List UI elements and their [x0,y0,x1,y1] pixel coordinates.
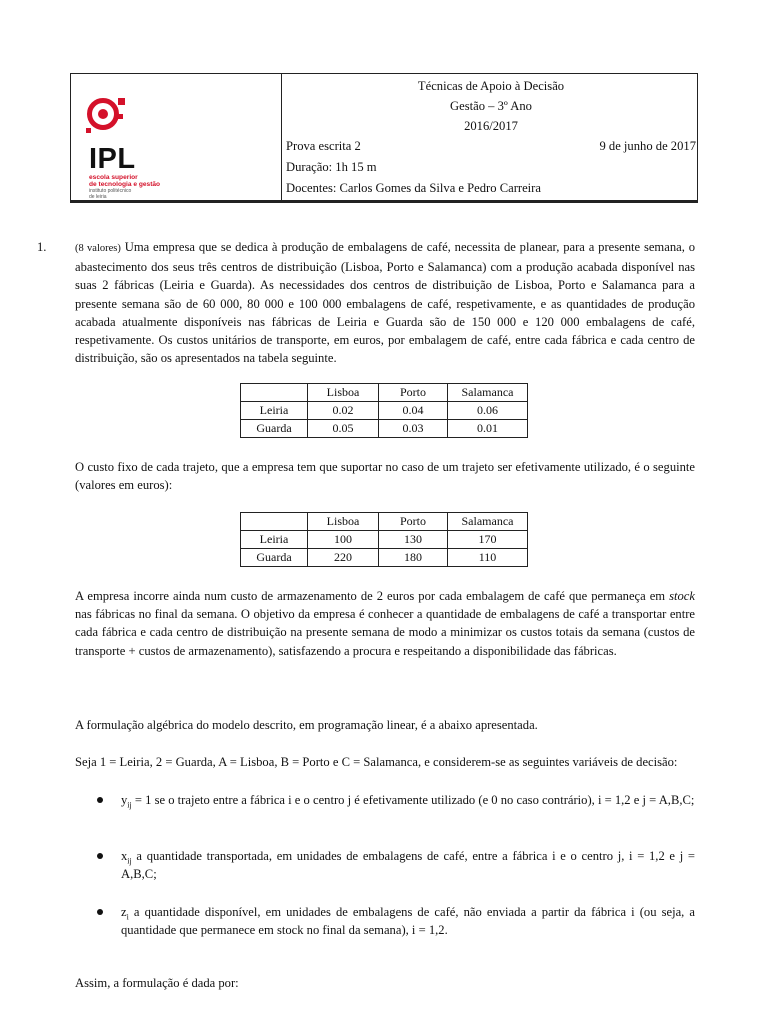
exam-duration: Duração: 1h 15 m [286,160,377,174]
table-cell: 0.05 [308,420,379,438]
formulation-closing: Assim, a formulação é dada por: [75,976,239,990]
stock-term: stock [669,589,695,603]
table-row-label: Leiria [241,402,308,420]
exam-header [70,73,698,201]
table-cell: 0.02 [308,402,379,420]
table-header-cell: Porto [379,513,448,531]
fixed-cost-text: O custo fixo de cada trajeto, que a empresa tem que suportar no caso de um trajeto ser efetivamente utilizado, é o seguinte (valores em euros): [75,460,695,493]
ipl-logo-icon [87,98,119,130]
logo-dot-icon [118,114,123,119]
table-header-cell: Lisboa [308,513,379,531]
table-cell: 0.06 [448,402,528,420]
question-intro-text: Uma empresa que se dedica à produção de embalagens de café, necessita de planear, para a presente semana, o abastecimento dos seus três centros de distribuição (Lisboa, Porto e Salamanca) com a produção acabada disponível nas suas 2 fábricas (Leiria e Guarda). As necessidades dos centros de distribuição de Lisboa, Porto e Salamanca para a presente semana são de 60 000, 80 000 e 100 000 embalagens de café, respetivamente, e as quantidades de produção acabada atualmente disponíveis nas fábricas de Leiria e Guarda são de 150 000 e 120 000 embalagens de café, respetivamente. Os custos unitários de transporte, em euros, por embalagem de café, entre cada fábrica e cada centro de distribuição, são os apresentados na tabela seguinte. [75,240,695,366]
variables-intro: Seja 1 = Leiria, 2 = Guarda, A = Lisboa, B = Porto e C = Salamanca, e considerem-se as seguintes variáveis de decisão: [75,755,678,769]
question-points: (8 valores) [75,243,121,254]
storage-text: A empresa incorre ainda num custo de armazenamento de 2 euros por cada embalagem de café que permaneça em stock nas fábricas no final da semana. O objetivo da empresa é conhecer a quantidade de embalagens de café a transportar entre cada fábrica e cada centro de distribuição na presente semana de modo a minimizar os custos totais da semana (custos de transporte + custos de armazenamento), satisfazendo a procura e respeitando a disponibilidade das fábricas. [75,589,695,658]
academic-year: 2016/2017 [464,119,518,133]
fixed-cost-table [240,512,528,567]
table-cell: 220 [308,549,379,567]
table-row-label: Guarda [241,549,308,567]
table-row-label: Guarda [241,420,308,438]
table-header-cell: Porto [379,384,448,402]
formulation-intro: A formulação algébrica do modelo descrito, em programação linear, é a abaixo apresentada. [75,718,538,732]
logo-cell [71,74,282,200]
teachers: Docentes: Carlos Gomes da Silva e Pedro Carreira [286,181,541,195]
table-cell: 0.01 [448,420,528,438]
logo-subtitle: escola superior de tecnologia e gestão [89,174,161,188]
degree-label: Gestão – 3º Ano [450,99,532,113]
course-title: Técnicas de Apoio à Decisão [417,79,565,93]
bullet-icon [97,797,103,803]
exam-name: Prova escrita 2 [286,139,361,153]
header-info [286,76,696,199]
table-cell: 110 [448,549,528,567]
logo-dot-icon [118,98,125,105]
table-row [241,420,528,438]
table-cell: 0.04 [379,402,448,420]
table-cell: 170 [448,531,528,549]
question-number: 1. [37,240,47,254]
table-header-row [241,513,528,531]
logo-dot-icon [86,128,91,133]
table-cell: 0.03 [379,420,448,438]
table-row-label: Leiria [241,531,308,549]
table-cell: 180 [379,549,448,567]
table-header-cell: Salamanca [448,513,528,531]
unit-cost-table [240,383,528,438]
table-row [241,531,528,549]
exam-date: 9 de junho de 2017 [599,139,696,153]
list-item: $z_i$ a quantidade disponível, em unidades de embalagens de café, não enviada a partir da fábrica i (ou seja, a quantidade que permanece em stock no final da semana), i = 1,2. [121,905,695,938]
bullet-icon [97,853,103,859]
question-intro [75,238,695,367]
logo-subtitle-small: instituto politécnico de leiria [89,188,132,200]
table-cell: 130 [379,531,448,549]
exam-row [286,136,696,157]
table-cell: 100 [308,531,379,549]
table-header-cell: Salamanca [448,384,528,402]
bullet-icon [97,909,103,915]
logo-text: IPL [89,143,136,175]
table-row [241,549,528,567]
list-item: $y_{ij} = 1$ se o trajeto entre a fábrica i e o centro j é efetivamente utilizado (e 0 no caso contrário), i = 1,2 e j = A,B,C; [121,793,695,810]
table-header-cell [241,384,308,402]
list-item: $x_{ij}$ a quantidade transportada, em unidades de embalagens de café, entre a fábrica i e o centro j, i = 1,2 e j = A,B,C; [121,849,695,882]
table-header-cell: Lisboa [308,384,379,402]
table-header-row [241,384,528,402]
table-header-cell [241,513,308,531]
table-row [241,402,528,420]
